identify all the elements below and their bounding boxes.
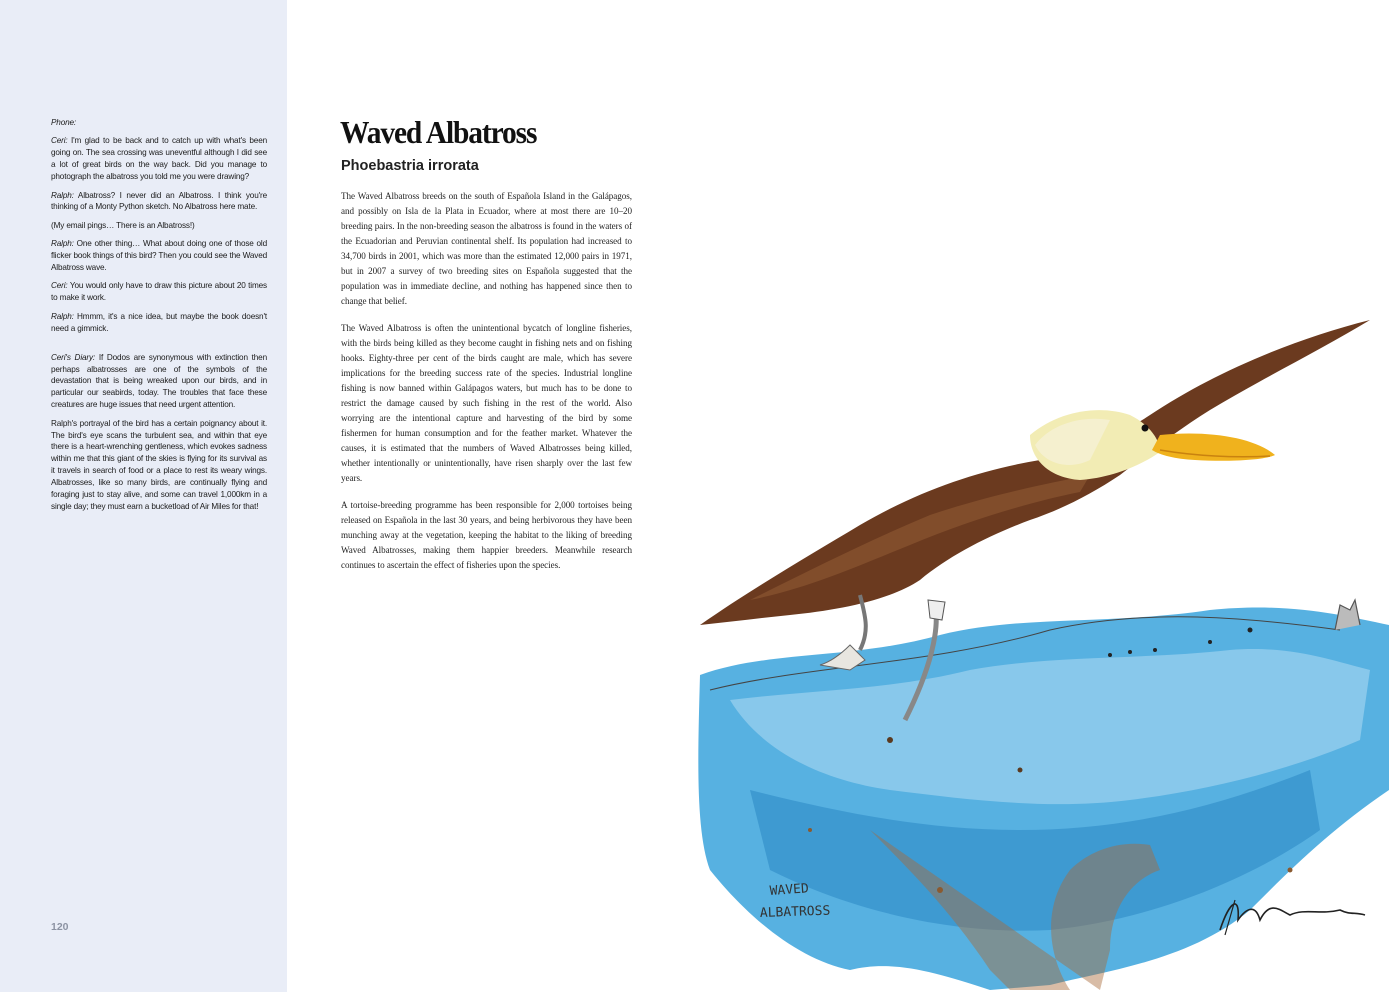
speaker-label: Phone:: [51, 118, 77, 127]
illustration-caption-line1: WAVED: [769, 881, 810, 899]
article-title: Waved Albatross: [340, 114, 537, 150]
article-body: [341, 189, 632, 585]
speaker-label: Ceri's Diary:: [51, 352, 96, 362]
sidebar-paragraph: [51, 117, 267, 129]
paragraph-text: (My email pings… There is an Albatross!): [51, 220, 195, 230]
sidebar-panel: [0, 0, 287, 992]
speaker-label: Ceri:: [51, 136, 68, 146]
illustration-caption-line2: ALBATROSS: [759, 903, 831, 921]
paragraph-text: Hmmm, it's a nice idea, but maybe the book doesn't need a gimmick.: [51, 311, 267, 333]
sidebar-paragraph: [51, 238, 267, 274]
sidebar-paragraph: [51, 280, 267, 304]
speaker-label: Ceri:: [51, 281, 68, 291]
paragraph-text: I'm glad to be back and to catch up with what's been going on. The sea crossing was uneventful although I did see a lot of great birds on the way back. Did you manage to photograph the albatross you told me you were drawing?: [51, 136, 267, 182]
speaker-label: Ralph:: [51, 311, 74, 321]
sidebar-dialogue: [51, 117, 267, 519]
paragraph-text: Ralph's portrayal of the bird has a certain poignancy about it. The bird's eye scans the turbulent sea, and within that eye there is a heart-wrenching gentleness, which evokes sadness within me that this giant of the skies is flying for its survival as it travels in search of food or a place to rest its weary wings. Albatrosses, like so many birds, are continually flying and foraging just to stay alive, and some can travel 1,000km in a single day; they must earn a bucketload of Air Miles for that!: [51, 418, 267, 511]
paragraph-text: You would only have to draw this picture about 20 times to make it work.: [51, 281, 267, 303]
speaker-label: Ralph:: [51, 239, 74, 249]
sidebar-paragraph: [51, 352, 267, 412]
paragraph-text: One other thing… What about doing one of those old flicker book things of this bird? Then you could see the Waved Albatross wave.: [51, 239, 267, 273]
speaker-label: Ralph:: [51, 190, 74, 200]
article-paragraph: The Waved Albatross breeds on the south of Española Island in the Galápagos, and possibly on Isla de la Plata in Ecuador, where at most there are 10–20 breeding pairs. In the non-breeding season the albatross is found in the waters of the Ecuadorian and Peruvian continental shelf. Its population had increased to 34,700 birds in 2001, which was more than the estimated 12,000 pairs in 1971, but in 2007 a survey of two breeding sites on Española suggested that the population was in immediate decline, and nothing has happened since then to change that belief.: [341, 191, 632, 306]
sea-wash: [698, 600, 1389, 990]
sidebar-paragraph: [51, 418, 267, 513]
sidebar-paragraph: [51, 190, 267, 214]
albatross-illustration: [690, 270, 1389, 992]
page-number: 120: [51, 921, 69, 933]
paragraph-text: Albatross? I never did an Albatross. I think you're thinking of a Monty Python sketch. No Albatross here mate.: [51, 190, 267, 212]
sidebar-paragraph: [51, 220, 267, 232]
sidebar-paragraph: [51, 135, 267, 183]
sidebar-paragraph: [51, 311, 267, 335]
article-subtitle: Phoebastria irrorata: [341, 158, 479, 174]
paragraph-text: If Dodos are synonymous with extinction then perhaps albatrosses are one of the symbols of the devastation that is being wreaked upon our birds, and in particular our seabirds, today. The troubles that face these creatures are huge issues that need urgent attention.: [51, 352, 267, 410]
article-paragraph: A tortoise-breeding programme has been responsible for 2,000 tortoises being released on Española in the last 30 years, and being herbivorous they have been munching away at the vegetation, keeping the habitat to the liking of breeding Waved Albatrosses, making them happier breeders. Meanwhile research continues to ascertain the effect of fisheries upon the species.: [341, 500, 632, 570]
article-paragraph: The Waved Albatross is often the unintentional bycatch of longline fisheries, with the birds being killed as they become caught in fishing nets and on fishing hooks. Eighty-three per cent of the birds caught are male, which has severe implications for the breeding success rate of the species. Industrial longline fishing is now banned within Galápagos waters, but much has to be done to restrict the damage caused by such fishing in the rest of the world. Also worrying are the intentional capture and harvesting of the bird by some fishermen for human consumption and for the feather market. Whatever the causes, it is estimated that the numbers of Waved Albatrosses being killed, whether intentionally or unintentionally, have risen sharply over the last few years.: [341, 323, 632, 483]
